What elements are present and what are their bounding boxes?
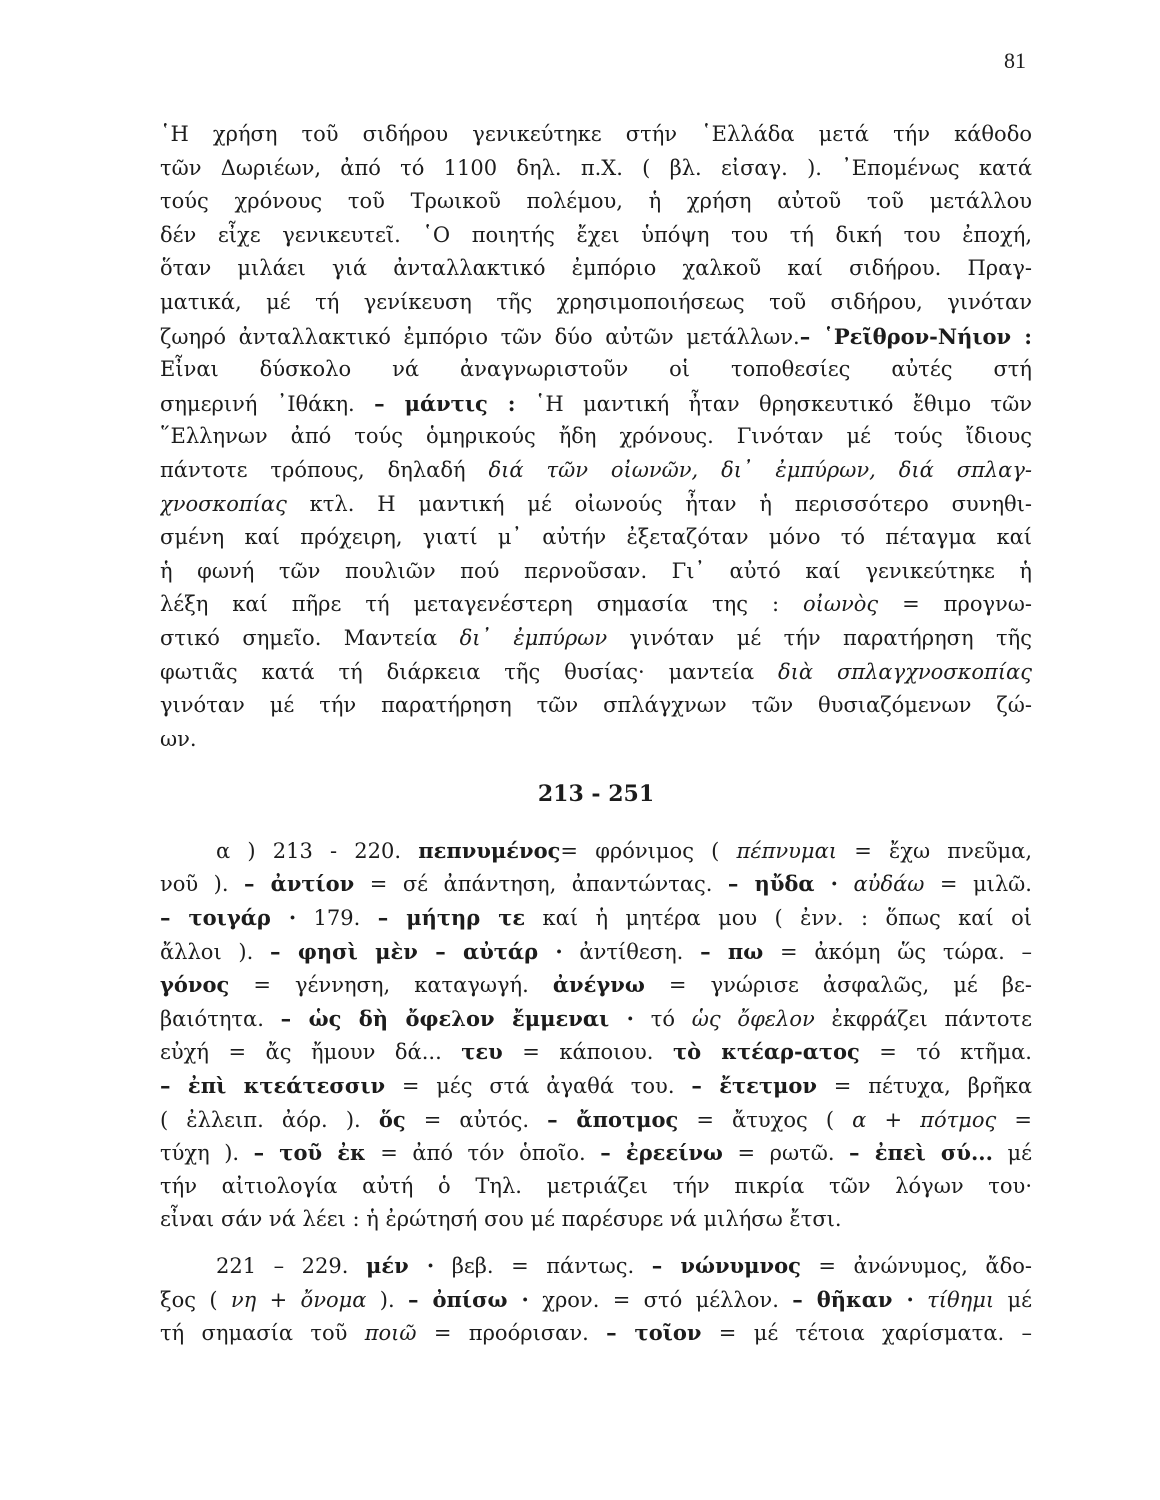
section-heading: 213 - 251 <box>537 781 655 808</box>
paragraph-gap <box>160 1237 1032 1249</box>
text-line: γινόταν μέ τήν παρατήρηση τῶν σπλάγχνων τῶν θυσιαζόμενων ζώ- <box>160 693 1032 718</box>
text-line: εἶναι σάν νά λέει : ἡ ἐρώτησή σου μέ παρέσυρε νά μιλήσω ἔτσι. <box>160 1207 842 1232</box>
text-line: τή σημασία τοῦ ποιῶ = προόρισαν. – τοῖον = μέ τέτοια χαρίσματα. – <box>160 1320 1032 1346</box>
text-line: – ἐπὶ κτεάτεσσιν = μές στά ἀγαθά του. – ἔτετμον = πέτυχα, βρῆκα <box>160 1073 1032 1099</box>
text-line: ῞Ελληνων ἀπό τούς ὁμηρικούς ἤδη χρόνους. Γινόταν μέ τούς ἴδιους <box>160 424 1032 449</box>
text-line: Εἶναι δύσκολο νά ἀναγνωριστοῦν οἱ τοποθεσίες αὐτές στή <box>160 357 1032 382</box>
text-line: εὐχή = ἄς ἤμουν δά... τευ = κάποιου. τὸ κτέαρ-ατος = τό κτῆμα. <box>160 1039 1032 1065</box>
text-line: βαιότητα. – ὡς δὴ ὄφελον ἔμμεναι · τό ὡς ὄφελον ἐκφράζει πάντοτε <box>160 1005 1032 1031</box>
text-line: νοῦ ). – ἀντίον = σέ ἀπάντηση, ἀπαντώντας. – ηὔδα · αὐδάω = μιλῶ. <box>160 871 1032 897</box>
text-line: ῾Η χρήση τοῦ σιδήρου γενικεύτηκε στήν ῾Ελλάδα μετά τήν κάθοδο <box>160 122 1032 146</box>
text-line: ων. <box>160 726 197 751</box>
text-line: σημερινή ᾿Ιθάκη. – μάντις : ῾Η μαντική ἦταν θρησκευτικό ἔθιμο τῶν <box>160 390 1032 416</box>
text-line: – τοιγάρ · 179. – μήτηρ τε καί ἡ μητέρα μου ( ἐνν. : ὅπως καί οἱ <box>160 905 1032 931</box>
text-line: ( ἐλλειπ. ἀόρ. ). ὅς = αὐτός. – ἄποτμος = ἄτυχος ( α + πότμος = <box>160 1106 1032 1132</box>
text-line: ὅταν μιλάει γιά ἀνταλλακτικό ἐμπόριο χαλκοῦ καί σιδήρου. Πραγ- <box>160 256 1032 281</box>
page-number: 81 <box>1004 48 1026 73</box>
text-line: ζωηρό ἀνταλλακτικό ἐμπόριο τῶν δύο αὐτῶν μετάλλων.– ῾Ρεῖθρον-Νήιον : <box>160 323 1032 349</box>
text-line: τούς χρόνους τοῦ Τρωικοῦ πολέμου, ἡ χρήση αὐτοῦ τοῦ μετάλλου <box>160 189 1032 214</box>
commentary-text <box>160 118 1032 1350</box>
text-line: ἡ φωνή τῶν πουλιῶν πού περνοῦσαν. Γι᾿ αὐτό καί γενικεύτηκε ἡ <box>160 558 1032 583</box>
text-line: χνοσκοπίας κτλ. Η μαντική μέ οἰωνούς ἦταν ἡ περισσότερο συνηθι- <box>160 491 1032 516</box>
text-line: λέξη καί πῆρε τή μεταγενέστερη σημασία της : οἰωνὸς = προγνω- <box>160 592 1032 617</box>
text-line: σμένη καί πρόχειρη, γιατί μ᾿ αὐτήν ἐξεταζόταν μόνο τό πέταγμα καί <box>160 525 1032 550</box>
text-line: α ) 213 - 220. πεπνυμένος= φρόνιμος ( πέπνυμαι = ἔχω πνεῦμα, <box>216 837 1032 863</box>
text-line: στικό σημεῖο. Μαντεία δι᾿ ἐμπύρων γινόταν μέ τήν παρατήρηση τῆς <box>160 625 1032 650</box>
text-line: γόνος = γέννηση, καταγωγή. ἀνέγνω = γνώρισε ἀσφαλῶς, μέ βε- <box>160 972 1032 998</box>
text-line: τῶν Δωριέων, ἀπό τό 1100 δηλ. π.Χ. ( βλ. εἰσαγ. ). ᾿Επομένως κατά <box>160 155 1032 180</box>
text-line: ξος ( νη + ὄνομα ). – ὀπίσω · χρον. = στό μέλλον. – θῆκαν · τίθημι μέ <box>160 1286 1032 1312</box>
text-line: φωτιᾶς κατά τή διάρκεια τῆς θυσίας· μαντεία διὰ σπλαγχνοσκοπίας <box>160 659 1032 684</box>
text-line: τύχη ). – τοῦ ἐκ = ἀπό τόν ὁποῖο. – ἐρεείνω = ρωτῶ. – ἐπεὶ σύ... μέ <box>160 1140 1032 1166</box>
text-line: 221 – 229. μέν · βεβ. = πάντως. – νώνυμνος = ἀνώνυμος, ἄδο- <box>216 1253 1032 1278</box>
text-line: ματικά, μέ τή γενίκευση τῆς χρησιμοποιήσεως τοῦ σιδήρου, γινόταν <box>160 289 1032 314</box>
text-line: δέν εἶχε γενικευτεῖ. ῾Ο ποιητής ἔχει ὑπόψη του τή δική του ἐποχή, <box>160 222 1032 247</box>
text-line: τήν αἰτιολογία αὐτή ὁ Τηλ. μετριάζει τήν πικρία τῶν λόγων του· <box>160 1173 1032 1198</box>
text-line: πάντοτε τρόπους, δηλαδή διά τῶν οἰωνῶν, δι᾿ ἐμπύρων, διά σπλαγ- <box>160 457 1032 482</box>
text-line: ἄλλοι ). – φησὶ μὲν – αὐτάρ · ἀντίθεση. – πω = ἀκόμη ὥς τώρα. – <box>160 938 1032 964</box>
